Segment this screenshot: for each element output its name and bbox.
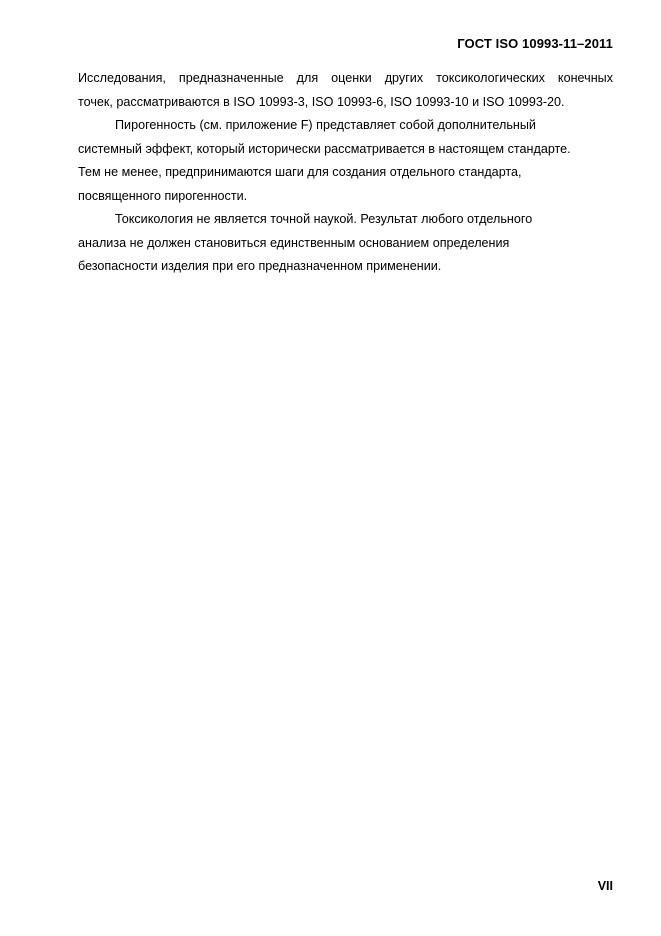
text-line: Пирогенность (см. приложение F) представляет собой дополнительный	[115, 118, 536, 132]
paragraph-other-endpoints	[78, 67, 613, 114]
text-line: точек, рассматриваются в ISO 10993-3, ISO 10993-6, ISO 10993-10 и ISO 10993-20.	[78, 94, 565, 109]
page-number: VII	[597, 879, 613, 893]
text-line: анализа не должен становиться единственным основанием определения	[78, 235, 510, 250]
text-line: Исследования, предназначенные для оценки других токсикологических конечных	[78, 71, 613, 85]
text-line: безопасности изделия при его предназначенном применении.	[78, 259, 442, 273]
paragraph-toxicology	[78, 208, 613, 279]
text-line: Тем не менее, предпринимаются шаги для создания отдельного стандарта,	[78, 165, 522, 179]
paragraph-pyrogenicity	[78, 114, 613, 208]
document-code-header: ГОСТ ISO 10993-11–2011	[457, 36, 613, 51]
text-line: посвященного пирогенности.	[78, 188, 248, 203]
text-line: Токсикология не является точной наукой. Результат любого отдельного	[115, 212, 533, 226]
text-line: системный эффект, который исторически рассматривается в настоящем стандарте.	[78, 141, 571, 156]
page-body	[78, 67, 613, 279]
